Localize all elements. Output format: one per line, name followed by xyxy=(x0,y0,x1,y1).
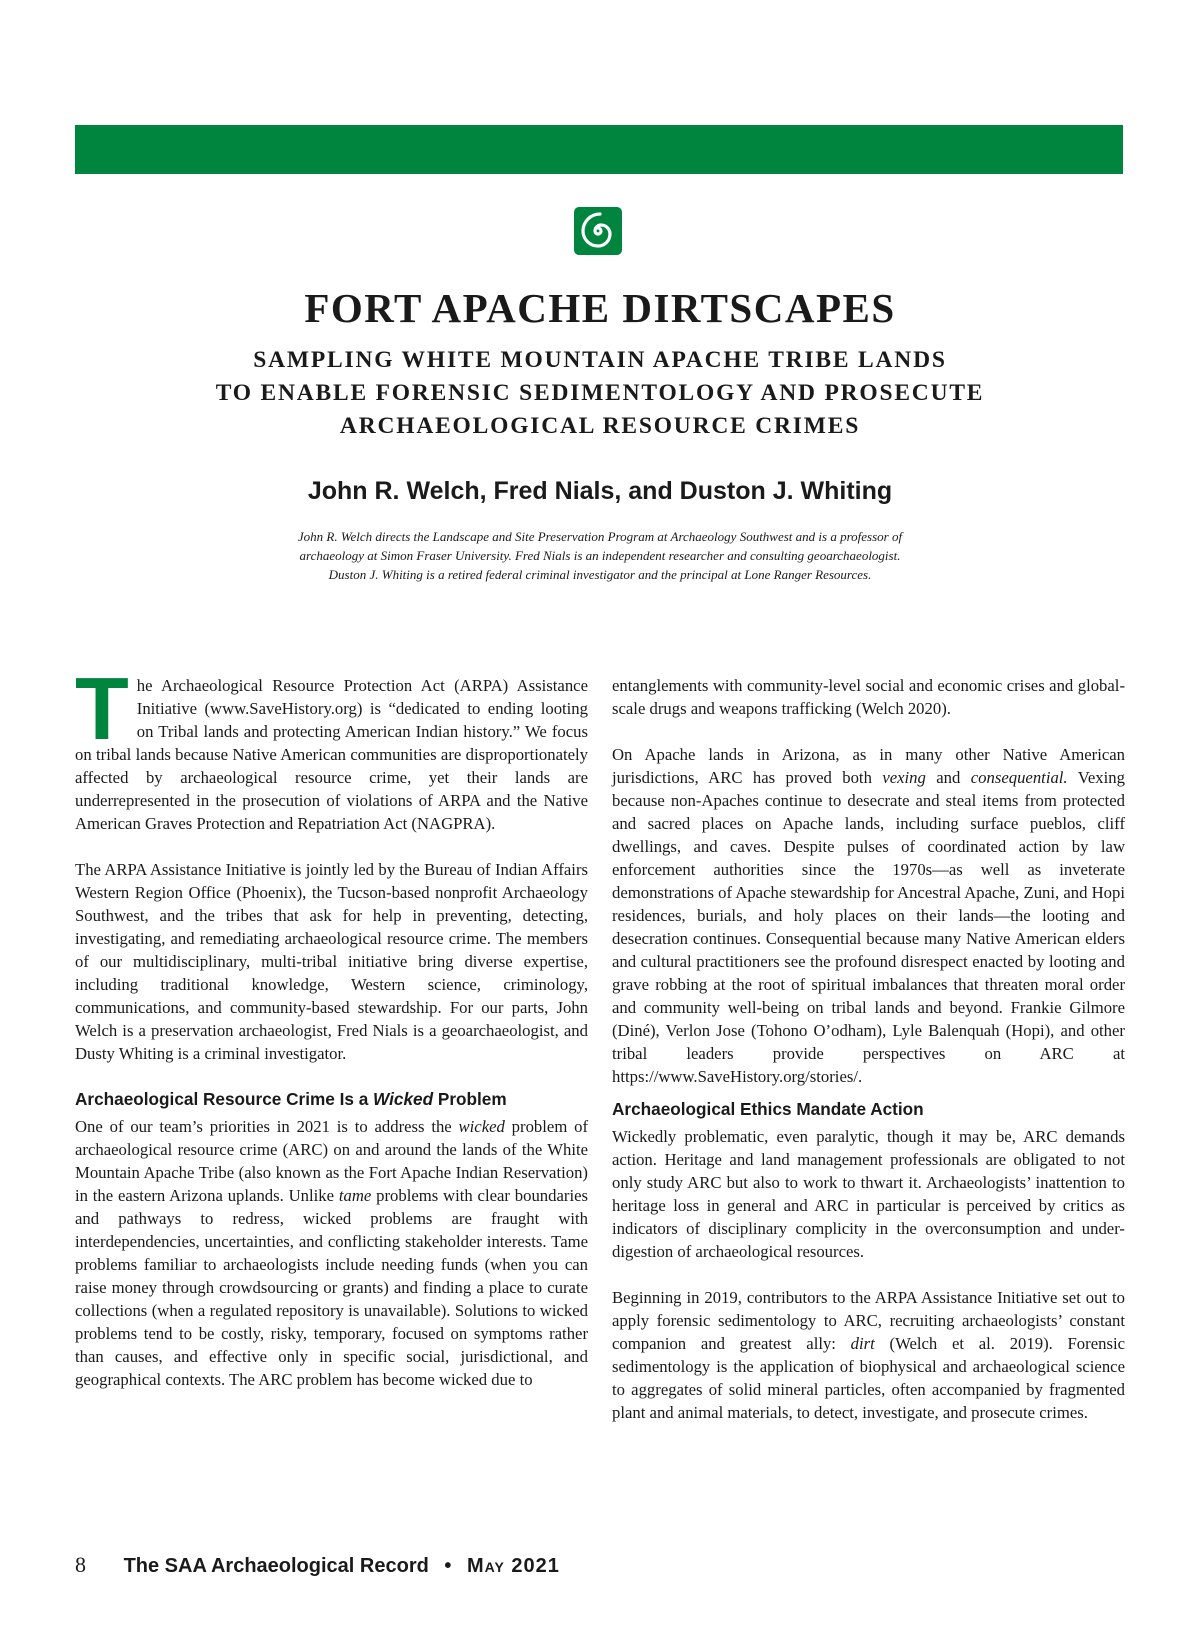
affiliation-line: Duston J. Whiting is a retired federal criminal investigator and the principal at Lone Ranger Resources. xyxy=(328,567,872,582)
header-green-bar xyxy=(75,125,1123,174)
issue-date: May 2021 xyxy=(466,1555,560,1577)
body-paragraph: Beginning in 2019, contributors to the ARPA Assistance Initiative set out to apply forensic sedimentology to ARC, recruiting archaeologists’ constant companion and greatest ally: dirt (Welch et al. 2019). Forensic sedimentology is the application of biophysical and archaeological science to aggregates of solid mineral particles, often accompanied by fragmented plant and animal materials, to detect, investigate, and prosecute crimes. xyxy=(612,1288,1125,1422)
page-footer xyxy=(75,1552,560,1578)
body-paragraph: One of our team’s priorities in 2021 is to address the wicked problem of archaeological resource crime (ARC) on and around the lands of the White Mountain Apache Tribe (also known as the Fort Apache Indian Reservation) in the eastern Arizona uplands. Unlike tame problems with clear boundaries and pathways to redress, wicked problems are fraught with interdependencies, uncertainties, and conflicting stakeholder interests. Tame problems familiar to archaeologists include needing funds (when you can raise money through crowdsourcing or grants) and finding a place to curate collections (when a regulated repository is unavailable). Solutions to wicked problems tend to be costly, risky, temporary, focused on symptoms rather than causes, and effective only in specific social, jurisdictional, and geographical contexts. The ARC problem has become wicked due to xyxy=(75,1117,589,1389)
drop-cap: T xyxy=(75,659,129,758)
subtitle-line: TO ENABLE FORENSIC SEDIMENTOLOGY AND PROSECUTE xyxy=(215,380,985,406)
body-paragraph: On Apache lands in Arizona, as in many other Native American jurisdictions, ARC has proved both vexing and consequential. Vexing because non-Apaches continue to desecrate and steal items from protected and sacred places on Apache lands, including surface pueblos, cliff dwellings, and caves. Despite pulses of coordinated action by law enforcement authorities since the 1970s—as well as inveterate demonstrations of Apache stewardship for Ancestral Apache, Zuni, and Hopi residences, burials, and holy places on their lands—the looting and desecration continues. Consequential because many Native American elders and cultural practitioners see the profound disrespect enacted by looting and grave robbing at the root of spiritual imbalances that threaten moral order and community well-being on tribal lands and beyond. Frankie Gilmore (Diné), Verlon Jose (Tohono O’odham), Lyle Balenquah (Hopi), and other tribal leaders provide perspectives on ARC at https://www.SaveHistory.org/stories/. xyxy=(612,745,1126,1086)
body-paragraph: Wickedly problematic, even paralytic, though it may be, ARC demands action. Heritage and land management professionals are obligated to not only study ARC but also to work to thwart it. Archaeologists’ inattention to heritage loss in general and ARC in particular is perceived by critics as indicators of disciplinary complicity in the overconsumption and under-digestion of archaeological resources. xyxy=(612,1127,1125,1261)
affiliation-line: John R. Welch directs the Landscape and Site Preservation Program at Archaeology Southwest and is a professor of xyxy=(297,529,903,544)
section-heading: Archaeological Ethics Mandate Action xyxy=(612,1099,924,1119)
bullet-separator: • xyxy=(444,1555,452,1577)
authors: John R. Welch, Fred Nials, and Duston J. Whiting xyxy=(307,477,893,505)
left-column xyxy=(75,659,589,1391)
intro-paragraph: The Archaeological Resource Protection Act (ARPA) Assistance Initiative (www.SaveHistory.org) is “dedicated to ending looting on Tribal lands and protecting American Indian history.” We focus on tribal lands because Native American communities are disproportionately affected by archaeological resource crime, yet their lands are underrepresented in the prosecution of violations of ARPA and the Native American Graves Protection and Repatriation Act (NAGPRA). xyxy=(75,659,588,833)
body-paragraph: entanglements with community-level social and economic crises and global-scale drugs and weapons trafficking (Welch 2020). xyxy=(612,676,1125,718)
logo xyxy=(572,205,624,257)
article-subtitle xyxy=(150,344,1050,443)
subtitle-line: ARCHAEOLOGICAL RESOURCE CRIMES xyxy=(339,413,861,439)
author-affiliations xyxy=(200,527,1000,584)
section-heading: Archaeological Resource Crime Is a Wicked Problem xyxy=(75,1089,507,1109)
body-paragraph: The ARPA Assistance Initiative is jointly led by the Bureau of Indian Affairs Western Region Office (Phoenix), the Tucson-based nonprofit Archaeology Southwest, and the tribes that ask for help in preventing, detecting, investigating, and remediating archaeological resource crime. The members of our multidisciplinary, multi-tribal initiative bring diverse expertise, including traditional knowledge, Western science, criminology, communications, and community-based stewardship. For our parts, John Welch is a preservation archaeologist, Fred Nials is a geoarchaeologist, and Dusty Whiting is a criminal investigator. xyxy=(75,860,588,1063)
journal-name: The SAA Archaeological Record xyxy=(123,1555,429,1577)
spiral-icon xyxy=(572,205,624,257)
page-number: 8 xyxy=(75,1552,86,1577)
article-title: FORT APACHE DIRTSCAPES xyxy=(304,285,896,331)
right-column xyxy=(612,674,1125,1424)
affiliation-line: archaeology at Simon Fraser University. Fred Nials is an independent researcher and consulting geoarchaeologist. xyxy=(299,548,901,563)
subtitle-line: SAMPLING WHITE MOUNTAIN APACHE TRIBE LANDS xyxy=(253,347,947,373)
